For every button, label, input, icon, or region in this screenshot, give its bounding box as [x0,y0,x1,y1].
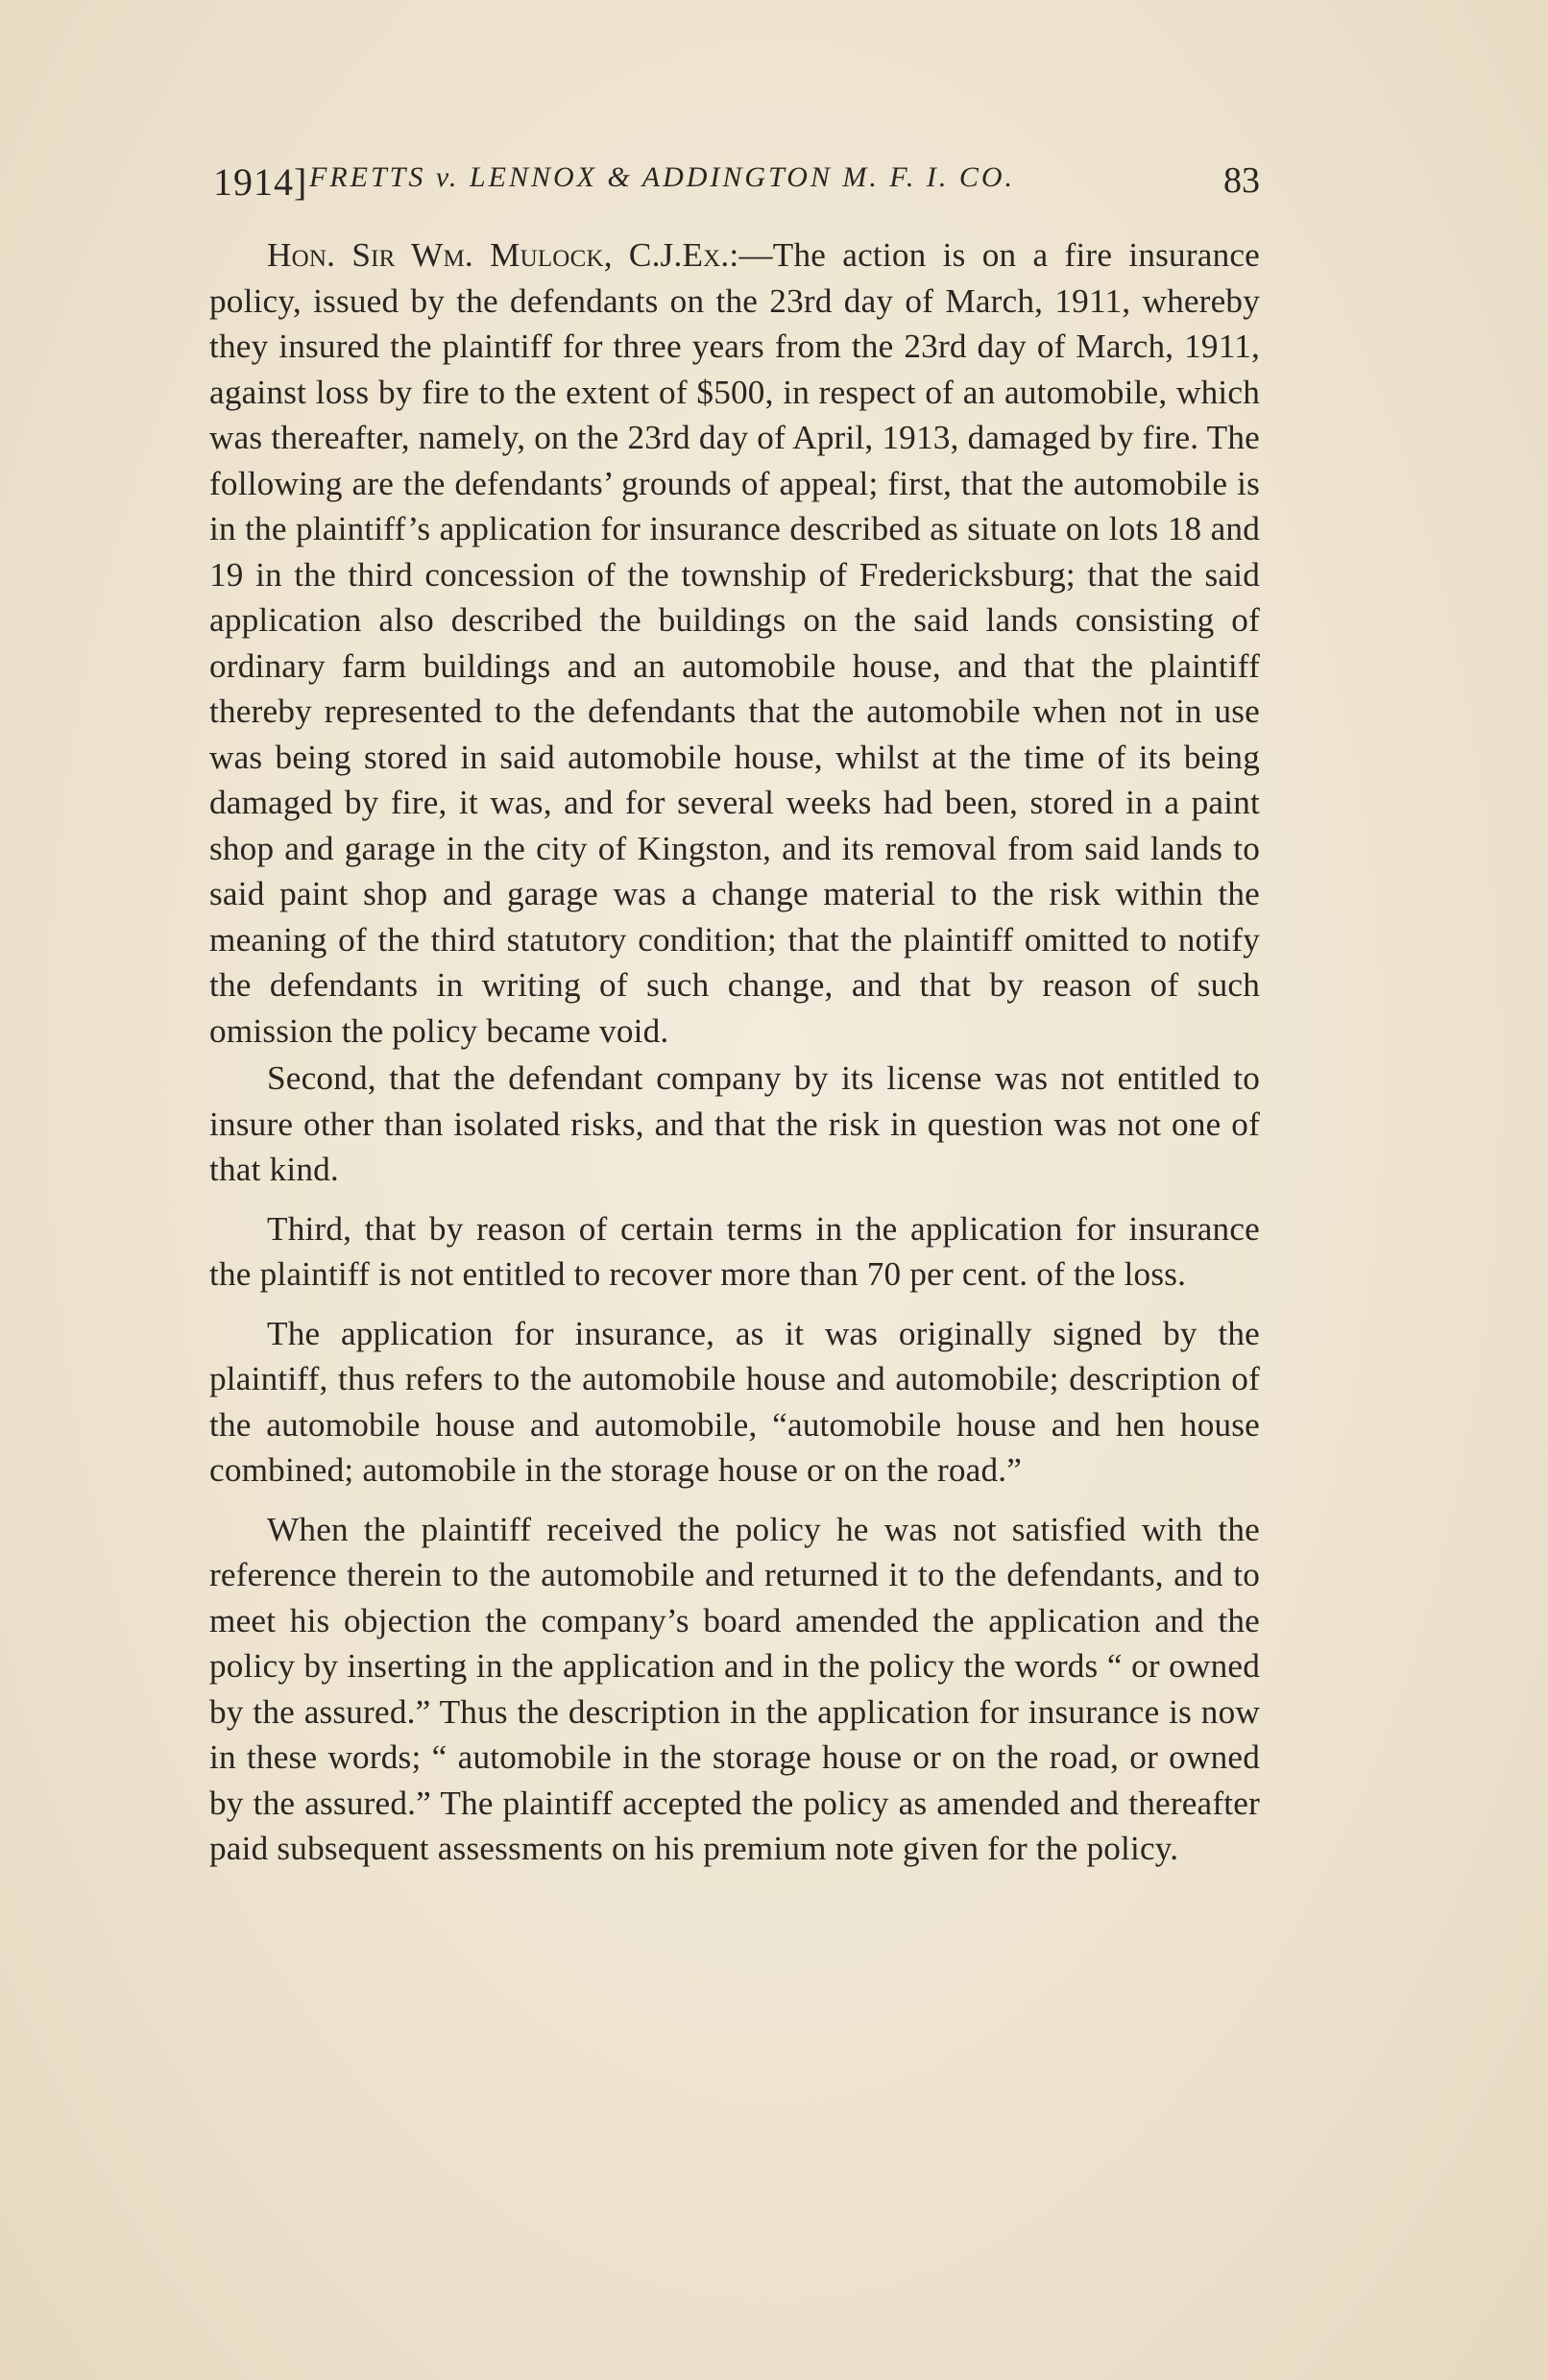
paragraph-1-text: :—The action is on a fire insurance policy, issued by the defendants on the 23rd day of March, 1911, whereby they insured the plaintiff for three years from the 23rd day of March, 1911, against loss by fire to the extent of $500, in respect of an automobile, which was thereafter, namely, on the 23rd day of April, 1913, damaged by fire. The following are the defendants’ grounds of appeal; first, that the automobile is in the plaintiff’s application for insurance described as situate on lots 18 and 19 in the third concession of the township of Fredericksburg; that the said application also described the buildings on the said lands consisting of ordinary farm buildings and an automobile house, and that the plaintiff thereby represented to the defendants that the automobile when not in use was being stored in said automobile house, whilst at the time of its being damaged by fire, it was, and for several weeks had been, stored in a paint shop and garage in the city of Kingston, and its removal from said lands to said paint shop and garage was a change material to the risk within the meaning of the third statutory condition; that the plaintiff omitted to notify the defendants in writing of such change, and that by reason of such omission the policy became void. [209,236,1260,1050]
page-number: 83 [1223,160,1260,201]
header-running-title: FRETTS v. LENNOX & ADDINGTON M. F. I. CO. [309,161,1015,193]
paragraph-4: The application for insurance, as it was originally signed by the plaintiff, thus refers to the automobile house and automobile; description of the automobile house and automobile, “automobile house and hen house combined; automobile in the storage house or on the road.” [209,1314,1260,1489]
running-header [213,154,1260,211]
paragraph-1 [209,232,1260,1054]
paragraph-3: Third, that by reason of certain terms in the application for insurance the plaintiff is not entitled to recover more than 70 per cent. of the loss. [209,1209,1260,1293]
paragraph-5: When the plaintiff received the policy he was not satisfied with the reference therein to the automobile and returned it to the defendants, and to meet his objection the company’s board amended the application and the policy by inserting in the application and in the policy the words “ or owned by the assured.” Thus the description in the application for insurance is now in these words; “ automobile in the storage house or on the road, or owned by the assured.” The plaintiff accepted the policy as amended and thereafter paid subsequent assessments on his premium note given for the policy. [209,1510,1260,1867]
body-text [209,232,1260,1872]
paragraph-2: Second, that the defendant company by its license was not entitled to insure other than isolated risks, and that the risk in question was not one of that kind. [209,1059,1260,1188]
header-year: 1914] [213,160,308,204]
judge-name: Hon. Sir Wm. Mulock, C.J.Ex. [267,236,730,274]
